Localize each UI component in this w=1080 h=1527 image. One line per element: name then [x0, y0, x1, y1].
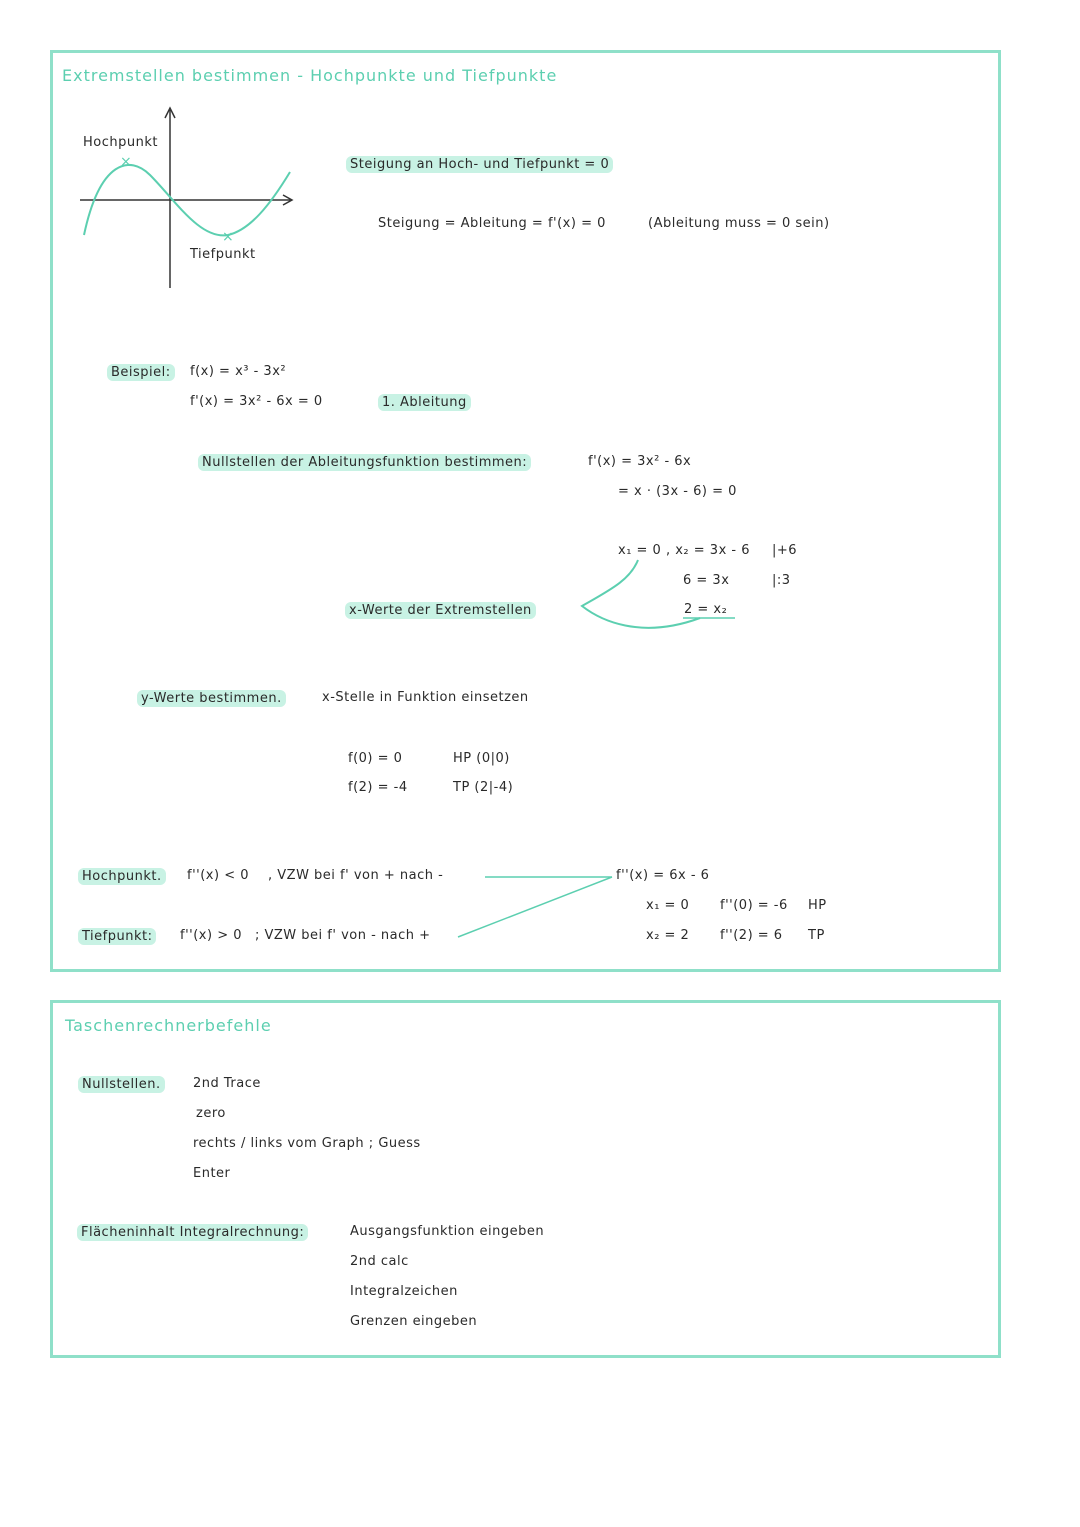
calc-area-step-1: Ausgangsfunktion eingeben: [350, 1224, 545, 1239]
second-derivative: f''(x) = 6x - 6: [616, 868, 710, 883]
tp-vzw: ; VZW bei f' von - nach +: [255, 928, 431, 943]
calc-area-step-2: 2nd calc: [350, 1254, 409, 1269]
calc-area-step-3: Integralzeichen: [350, 1284, 458, 1299]
calc-zeros-step-2: zero: [196, 1106, 226, 1121]
zeros-line-3: x₁ = 0 , x₂ = 3x - 6: [618, 543, 750, 558]
graph-high-label: Hochpunkt: [83, 135, 158, 150]
high-point-marker: ×: [120, 154, 132, 170]
slope-note: Steigung an Hoch- und Tiefpunkt = 0: [346, 156, 613, 173]
low-point-marker: ×: [222, 229, 234, 245]
zeros-line-1: f'(x) = 3x² - 6x: [588, 454, 692, 469]
tp-point: TP (2|-4): [453, 780, 514, 795]
first-derivative-label: 1. Ableitung: [378, 394, 471, 411]
example-derivative: f'(x) = 3x² - 6x = 0: [190, 394, 323, 409]
hp-short: HP: [808, 898, 827, 913]
zeros-connector: [582, 560, 700, 628]
hp-vzw: , VZW bei f' von + nach -: [268, 868, 444, 883]
section1-title: Extremstellen bestimmen - Hochpunkte und Tiefpunkte: [62, 66, 558, 85]
derivative-remark: (Ableitung muss = 0 sein): [648, 216, 830, 231]
hp-point: HP (0|0): [453, 751, 510, 766]
calc-area-label: Flächeninhalt Integralrechnung:: [77, 1224, 308, 1241]
zeros-label: Nullstellen der Ableitungsfunktion bestimmen:: [198, 454, 531, 471]
hp-criterion: f''(x) < 0: [187, 868, 249, 883]
zeros-step-2: |:3: [772, 573, 791, 588]
calc-zeros-step-3: rechts / links vom Graph ; Guess: [193, 1136, 421, 1151]
calc-zeros-step-4: Enter: [193, 1166, 231, 1181]
f2-value: f(2) = -4: [348, 780, 408, 795]
example-function: f(x) = x³ - 3x²: [190, 364, 287, 379]
calc-zeros-step-1: 2nd Trace: [193, 1076, 261, 1091]
x2-value: x₂ = 2: [646, 928, 690, 943]
section2-title: Taschenrechnerbefehle: [65, 1016, 272, 1035]
calc-area-step-4: Grenzen eingeben: [350, 1314, 478, 1329]
zeros-line-2: = x · (3x - 6) = 0: [618, 484, 737, 499]
x-values-label: x-Werte der Extremstellen: [345, 602, 536, 619]
derivative-note: Steigung = Ableitung = f'(x) = 0: [378, 216, 606, 231]
zeros-step-1: |+6: [772, 543, 798, 558]
calc-zeros-label: Nullstellen.: [78, 1076, 165, 1093]
y-values-desc: x-Stelle in Funktion einsetzen: [322, 690, 529, 705]
zeros-line-4: 6 = 3x: [683, 573, 730, 588]
second-deriv-at-2: f''(2) = 6: [720, 928, 783, 943]
second-deriv-at-0: f''(0) = -6: [720, 898, 788, 913]
hp-criterion-label: Hochpunkt.: [78, 868, 166, 885]
tp-short: TP: [808, 928, 825, 943]
tp-connector: [458, 877, 612, 937]
zeros-line-5: 2 = x₂: [684, 602, 728, 617]
y-values-label: y-Werte bestimmen.: [137, 690, 286, 707]
tp-criterion: f''(x) > 0: [180, 928, 242, 943]
tp-criterion-label: Tiefpunkt:: [78, 928, 156, 945]
x1-value: x₁ = 0: [646, 898, 690, 913]
graph-low-label: Tiefpunkt: [190, 247, 256, 262]
example-label: Beispiel:: [107, 364, 175, 381]
f0-value: f(0) = 0: [348, 751, 403, 766]
